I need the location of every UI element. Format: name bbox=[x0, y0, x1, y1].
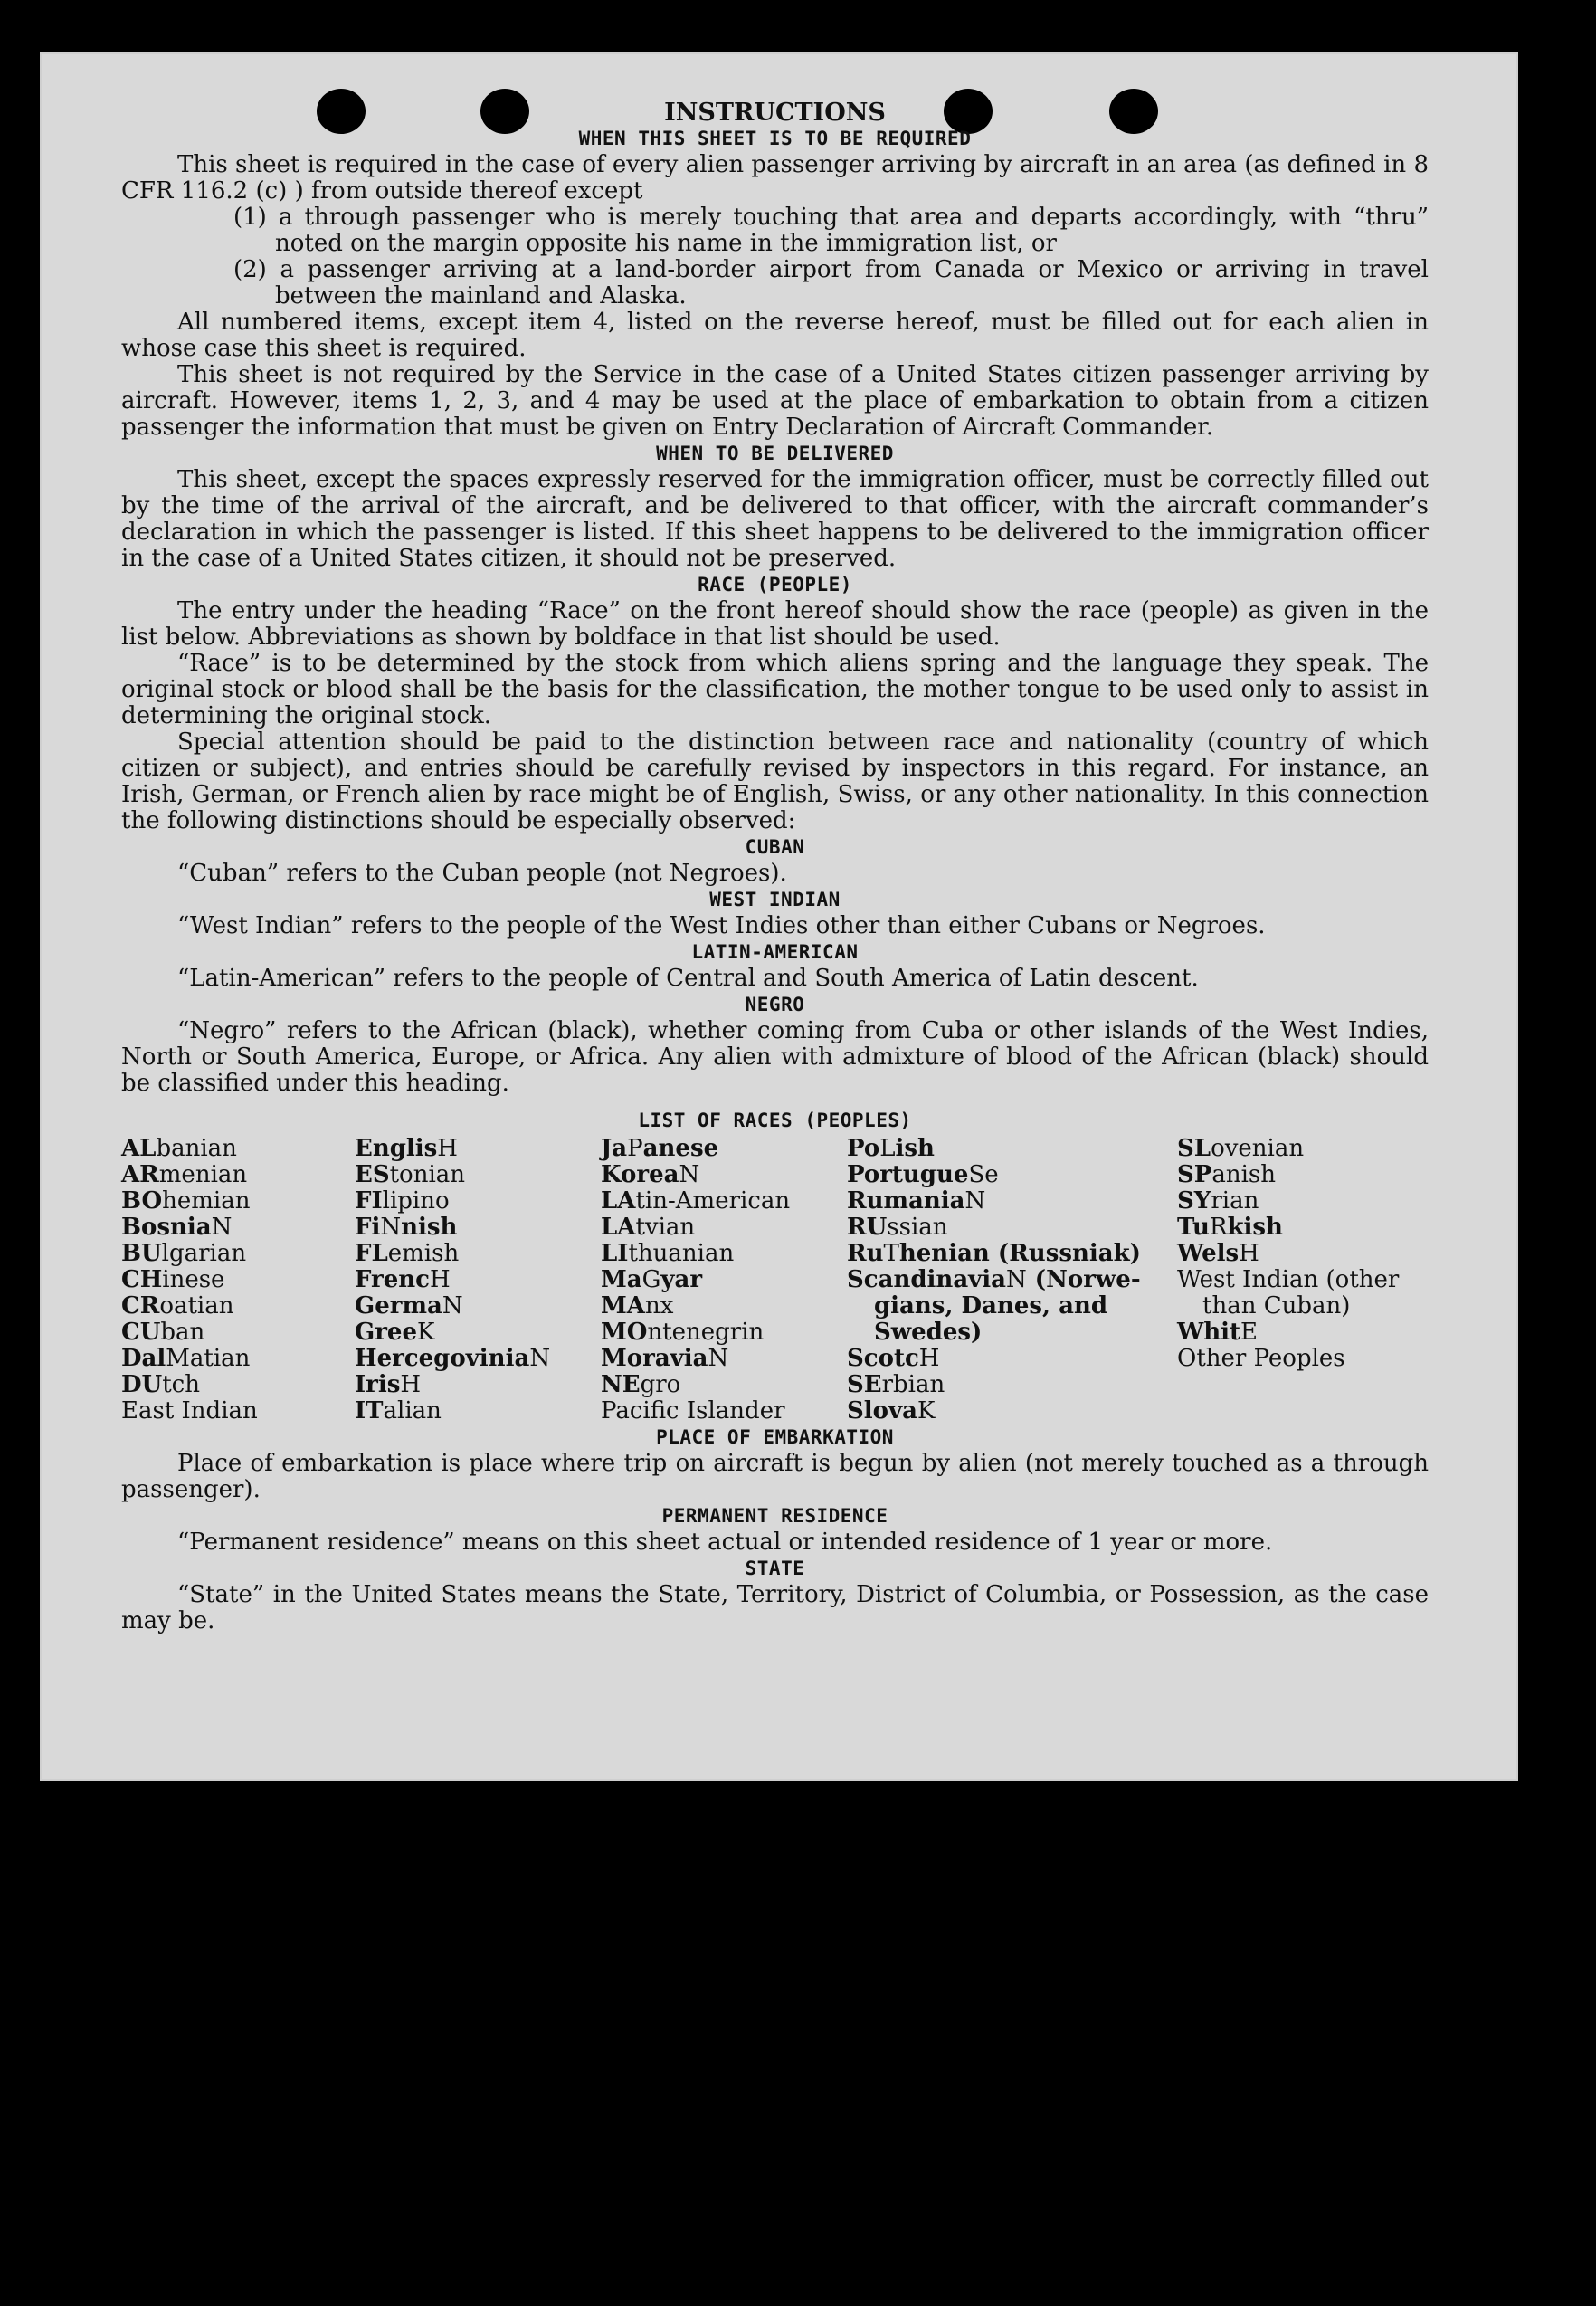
race-entry bbox=[847, 1162, 1177, 1188]
race-abbreviation: ish bbox=[895, 1135, 935, 1162]
race-text: T bbox=[883, 1240, 899, 1267]
race-entry bbox=[847, 1320, 1177, 1346]
race-entry bbox=[847, 1136, 1177, 1162]
race-text: thuanian bbox=[628, 1240, 735, 1267]
race-entry bbox=[1177, 1293, 1429, 1320]
race-abbreviation: SE bbox=[847, 1371, 882, 1398]
race-text: Matian bbox=[166, 1345, 251, 1372]
race-text: than Cuban) bbox=[1202, 1292, 1351, 1320]
latin-american-heading: LATIN-AMERICAN bbox=[691, 941, 859, 963]
list-of-races-heading: LIST OF RACES (PEOPLES) bbox=[638, 1110, 912, 1131]
race-text: anish bbox=[1211, 1161, 1276, 1188]
race-entry bbox=[121, 1398, 355, 1425]
state-text: “State” in the United States means the State, Territory, District of Columbia, or Possession, as the case may be. bbox=[121, 1581, 1429, 1634]
race-entry bbox=[601, 1136, 847, 1162]
race-entry bbox=[355, 1267, 601, 1293]
race-entry bbox=[355, 1293, 601, 1320]
race-abbreviation: Rumania bbox=[847, 1187, 965, 1215]
race-text: oatian bbox=[159, 1292, 234, 1320]
race-text: rian bbox=[1211, 1187, 1259, 1215]
race-text: lipino bbox=[382, 1187, 450, 1215]
race-entry bbox=[601, 1241, 847, 1267]
race-text: nx bbox=[644, 1292, 674, 1320]
race-entry bbox=[847, 1215, 1177, 1241]
race-abbreviation: Scandinavia bbox=[847, 1266, 1006, 1293]
race-text: H bbox=[918, 1345, 940, 1372]
races-column bbox=[355, 1136, 601, 1425]
race-abbreviation: yar bbox=[660, 1266, 703, 1293]
race-entry bbox=[601, 1267, 847, 1293]
race-abbreviation: Fi bbox=[355, 1214, 381, 1241]
race-entry bbox=[847, 1372, 1177, 1398]
race-abbreviation: SP bbox=[1177, 1161, 1212, 1188]
race-abbreviation: Whit bbox=[1177, 1319, 1240, 1346]
race-abbreviation: Po bbox=[847, 1135, 880, 1162]
document-sheet bbox=[40, 52, 1518, 1781]
race-text: H bbox=[1239, 1240, 1259, 1267]
race-text: ntenegrin bbox=[647, 1319, 765, 1346]
races-column bbox=[601, 1136, 847, 1425]
race-entry bbox=[121, 1293, 355, 1320]
race-text: K bbox=[417, 1319, 435, 1346]
race-abbreviation: nish bbox=[401, 1214, 458, 1241]
races-column bbox=[1177, 1136, 1429, 1425]
race-abbreviation: MA bbox=[601, 1292, 645, 1320]
race-text: rbian bbox=[881, 1371, 945, 1398]
paragraph-numbered-items: All numbered items, except item 4, listed on the reverse hereof, must be filled out for each alien in whose case this sheet is required. bbox=[121, 309, 1429, 362]
race-entry bbox=[601, 1398, 847, 1425]
race-text: inese bbox=[162, 1266, 225, 1293]
race-entry bbox=[355, 1241, 601, 1267]
race-abbreviation: CH bbox=[121, 1266, 163, 1293]
race-entry bbox=[121, 1215, 355, 1241]
race-abbreviation: anese bbox=[642, 1135, 719, 1162]
race-entry bbox=[355, 1372, 601, 1398]
race-entry bbox=[601, 1346, 847, 1372]
race-entry bbox=[1177, 1320, 1429, 1346]
race-abbreviation: Swedes) bbox=[874, 1319, 983, 1346]
race-entry bbox=[121, 1136, 355, 1162]
race-text: N bbox=[529, 1345, 551, 1372]
race-abbreviation: Ru bbox=[847, 1240, 884, 1267]
race-abbreviation: DU bbox=[121, 1371, 163, 1398]
race-entry bbox=[121, 1372, 355, 1398]
race-abbreviation: Dal bbox=[121, 1345, 166, 1372]
race-text: E bbox=[1240, 1319, 1258, 1346]
race-abbreviation: LA bbox=[601, 1214, 636, 1241]
race-entry bbox=[601, 1320, 847, 1346]
negro-text: “Negro” refers to the African (black), whether coming from Cuba or other islands of the West Indies, North or South America, Europe, or Africa. Any alien with admixture of blood of the African (black) should be classified under this heading. bbox=[121, 1017, 1429, 1097]
embarkation-heading: PLACE OF EMBARKATION bbox=[656, 1426, 894, 1448]
instructions-title: INSTRUCTIONS bbox=[664, 99, 886, 127]
race-text: N bbox=[1006, 1266, 1027, 1293]
negro-heading: NEGRO bbox=[745, 994, 805, 1015]
race-abbreviation: AR bbox=[121, 1161, 159, 1188]
race-abbreviation: NE bbox=[601, 1371, 641, 1398]
race-text: tin-American bbox=[635, 1187, 791, 1215]
race-abbreviation: BO bbox=[121, 1187, 163, 1215]
race-text: gro bbox=[640, 1371, 681, 1398]
race-text: G bbox=[641, 1266, 661, 1293]
race-text: N bbox=[964, 1187, 986, 1215]
race-entry bbox=[601, 1293, 847, 1320]
race-entry bbox=[847, 1267, 1177, 1293]
race-entry bbox=[847, 1293, 1177, 1320]
race-text: alian bbox=[383, 1397, 442, 1425]
race-text: K bbox=[917, 1397, 936, 1425]
race-text: emish bbox=[387, 1240, 460, 1267]
race-text: H bbox=[429, 1266, 451, 1293]
race-entry bbox=[121, 1320, 355, 1346]
races-column bbox=[847, 1136, 1177, 1425]
race-entry bbox=[1177, 1162, 1429, 1188]
race-abbreviation: CR bbox=[121, 1292, 160, 1320]
race-text: lgarian bbox=[161, 1240, 247, 1267]
race-abbreviation: ES bbox=[355, 1161, 390, 1188]
exception-item-2: (2) a passenger arriving at a land-border airport from Canada or Mexico or arriving in travel between the mainland and Alaska. bbox=[233, 256, 1429, 310]
race-abbreviation: BU bbox=[121, 1240, 162, 1267]
race-entry bbox=[355, 1162, 601, 1188]
race-entry bbox=[1177, 1136, 1429, 1162]
race-entry bbox=[355, 1398, 601, 1425]
race-text: N bbox=[442, 1292, 463, 1320]
race-text: L bbox=[879, 1135, 896, 1162]
race-entry bbox=[121, 1241, 355, 1267]
paragraph-race-nationality: Special attention should be paid to the distinction between race and nationality (country of which citizen or subject), and entries should be carefully revised by inspectors in this regard. For instance, an Irish, German, or French alien by race might be of English, Swiss, or any other nationality. In this connection the following distinctions should be especially observed: bbox=[121, 729, 1429, 834]
state-heading: STATE bbox=[745, 1558, 805, 1579]
race-text: N bbox=[211, 1214, 233, 1241]
race-abbreviation: FI bbox=[355, 1187, 383, 1215]
race-abbreviation: CU bbox=[121, 1319, 161, 1346]
race-abbreviation: Tu bbox=[1177, 1214, 1210, 1241]
race-text: ssian bbox=[887, 1214, 948, 1241]
paragraph-delivered: This sheet, except the spaces expressly reserved for the immigration officer, must be correctly filled out by the time of the arrival of the aircraft, and be delivered to that officer, with the aircraft commander’s declaration in which the passenger is listed. If this sheet happens to be delivered to the immigration officer in the case of a United States citizen, it should not be preserved. bbox=[121, 466, 1429, 572]
race-abbreviation: AL bbox=[121, 1135, 157, 1162]
race-abbreviation: Other Peoples bbox=[1177, 1345, 1345, 1372]
permanent-residence-text: “Permanent residence” means on this sheet actual or intended residence of 1 year or more. bbox=[177, 1529, 1273, 1556]
race-abbreviation: IT bbox=[355, 1397, 384, 1425]
race-text: hemian bbox=[162, 1187, 251, 1215]
race-abbreviation: Germa bbox=[355, 1292, 442, 1320]
race-abbreviation: Slova bbox=[847, 1397, 917, 1425]
race-entry bbox=[355, 1136, 601, 1162]
race-abbreviation: Gree bbox=[355, 1319, 417, 1346]
race-abbreviation: MO bbox=[601, 1319, 648, 1346]
races-column bbox=[121, 1136, 355, 1425]
race-abbreviation: Wels bbox=[1177, 1240, 1240, 1267]
race-text: H bbox=[437, 1135, 458, 1162]
race-text: N bbox=[708, 1345, 729, 1372]
race-entry bbox=[121, 1346, 355, 1372]
race-text: N bbox=[380, 1214, 402, 1241]
paragraph-race-entry: The entry under the heading “Race” on the front hereof should show the race (people) as given in the list below. Abbreviations as shown by boldface in that list should be used. bbox=[121, 597, 1429, 651]
when-required-heading: WHEN THIS SHEET IS TO BE REQUIRED bbox=[578, 128, 972, 149]
race-text: P bbox=[627, 1135, 643, 1162]
race-heading: RACE (PEOPLE) bbox=[698, 574, 852, 596]
race-entry bbox=[121, 1188, 355, 1215]
permanent-residence-heading: PERMANENT RESIDENCE bbox=[661, 1505, 888, 1527]
when-delivered-heading: WHEN TO BE DELIVERED bbox=[656, 443, 894, 464]
race-entry bbox=[355, 1320, 601, 1346]
race-entry bbox=[601, 1372, 847, 1398]
race-abbreviation: LA bbox=[601, 1187, 636, 1215]
race-entry bbox=[355, 1346, 601, 1372]
instructions-body bbox=[121, 100, 1429, 1634]
race-text: menian bbox=[158, 1161, 248, 1188]
race-text: ovenian bbox=[1211, 1135, 1305, 1162]
race-abbreviation: Pacific Islander bbox=[601, 1397, 785, 1425]
race-text: R bbox=[1209, 1214, 1228, 1241]
race-entry bbox=[601, 1188, 847, 1215]
race-abbreviation: Englis bbox=[355, 1135, 438, 1162]
race-entry bbox=[121, 1162, 355, 1188]
exception-item-1: (1) a through passenger who is merely touching that area and departs accordingly, with “thru” noted on the margin opposite his name in the immigration list, or bbox=[233, 204, 1429, 257]
race-abbreviation: East Indian bbox=[121, 1397, 258, 1425]
cuban-heading: CUBAN bbox=[745, 836, 805, 858]
paragraph-required: This sheet is required in the case of every alien passenger arriving by aircraft in an area (as defined in 8 CFR 116.2 (c) ) from outside thereof except bbox=[121, 151, 1429, 205]
race-text: tvian bbox=[635, 1214, 696, 1241]
race-abbreviation: Moravia bbox=[601, 1345, 708, 1372]
race-entry bbox=[1177, 1267, 1429, 1293]
race-abbreviation: Iris bbox=[355, 1371, 401, 1398]
race-entry bbox=[601, 1162, 847, 1188]
race-entry bbox=[847, 1346, 1177, 1372]
race-abbreviation: Bosnia bbox=[121, 1214, 212, 1241]
race-text: Se bbox=[968, 1161, 999, 1188]
race-text: H bbox=[400, 1371, 422, 1398]
race-abbreviation: SY bbox=[1177, 1187, 1211, 1215]
latin-american-text: “Latin-American” refers to the people of Central and South America of Latin descent. bbox=[177, 965, 1199, 992]
cuban-text: “Cuban” refers to the Cuban people (not Negroes). bbox=[177, 860, 787, 887]
race-entry bbox=[1177, 1215, 1429, 1241]
race-abbreviation: Hercegovinia bbox=[355, 1345, 530, 1372]
west-indian-text: “West Indian” refers to the people of the West Indies other than either Cubans or Negroes. bbox=[177, 912, 1266, 939]
race-abbreviation: Portugue bbox=[847, 1161, 969, 1188]
race-abbreviation: FL bbox=[355, 1240, 388, 1267]
race-text: N bbox=[679, 1161, 700, 1188]
race-entry bbox=[847, 1398, 1177, 1425]
race-entry bbox=[847, 1188, 1177, 1215]
race-abbreviation: Korea bbox=[601, 1161, 679, 1188]
race-entry bbox=[1177, 1346, 1429, 1372]
race-abbreviation: LI bbox=[601, 1240, 629, 1267]
race-entry bbox=[847, 1241, 1177, 1267]
races-list bbox=[121, 1136, 1429, 1425]
race-abbreviation: West Indian (other bbox=[1177, 1266, 1400, 1293]
paragraph-citizen: This sheet is not required by the Service in the case of a United States citizen passenger arriving by aircraft. However, items 1, 2, 3, and 4 may be used at the place of embarkation to obtain from a citizen passenger the information that must be given on Entry Declaration of Aircraft Commander. bbox=[121, 361, 1429, 441]
race-abbreviation: gians, Danes, and bbox=[874, 1292, 1108, 1320]
race-abbreviation: Ma bbox=[601, 1266, 642, 1293]
race-entry bbox=[121, 1267, 355, 1293]
race-abbreviation: Frenc bbox=[355, 1266, 430, 1293]
race-abbreviation: RU bbox=[847, 1214, 888, 1241]
race-entry bbox=[355, 1215, 601, 1241]
west-indian-heading: WEST INDIAN bbox=[709, 889, 841, 910]
embarkation-text: Place of embarkation is place where trip on aircraft is begun by alien (not merely touched as a through passenger). bbox=[121, 1450, 1429, 1503]
paragraph-race-definition: “Race” is to be determined by the stock from which aliens spring and the language they speak. The original stock or blood shall be the basis for the classification, the mother tongue to be used only to assist in determining the original stock. bbox=[121, 650, 1429, 729]
race-entry bbox=[355, 1188, 601, 1215]
race-abbreviation: SL bbox=[1177, 1135, 1211, 1162]
race-abbreviation: henian (Russniak) bbox=[898, 1240, 1141, 1267]
race-abbreviation: kish bbox=[1227, 1214, 1283, 1241]
race-text: ban bbox=[160, 1319, 205, 1346]
race-abbreviation: Ja bbox=[601, 1135, 628, 1162]
race-abbreviation: Scotc bbox=[847, 1345, 919, 1372]
race-entry bbox=[1177, 1241, 1429, 1267]
race-abbreviation: (Norwe- bbox=[1026, 1266, 1141, 1293]
race-text: tonian bbox=[389, 1161, 466, 1188]
race-text: banian bbox=[156, 1135, 237, 1162]
race-entry bbox=[1177, 1188, 1429, 1215]
race-entry bbox=[601, 1215, 847, 1241]
race-text: tch bbox=[162, 1371, 200, 1398]
